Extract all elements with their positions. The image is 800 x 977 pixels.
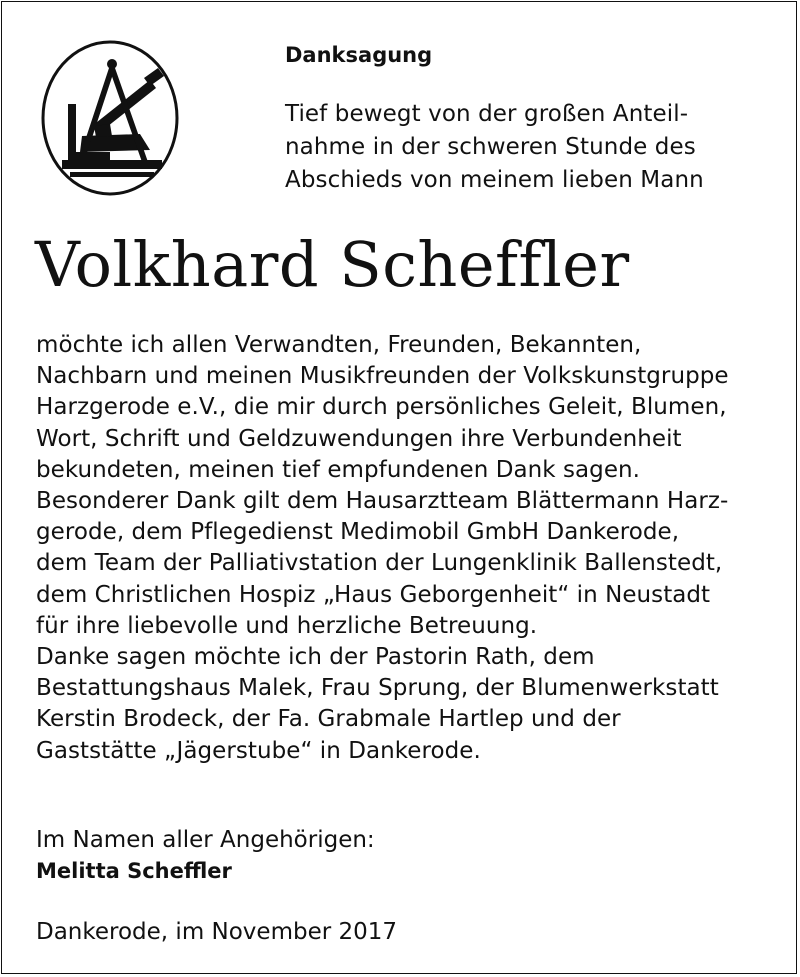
body-line: bekundeten, meinen tief empfundenen Dank sagen. — [36, 456, 641, 483]
body-line: Kerstin Brodeck, der Fa. Grabmale Hartlep und der — [36, 706, 621, 733]
body-line: Nachbarn und meinen Musikfreunden der Volkskunstgruppe — [36, 363, 729, 390]
body-line: Gaststätte „Jägerstube“ in Dankerode. — [36, 737, 481, 764]
body-line: Harzgerode e.V., die mir durch persönliches Geleit, Blumen, — [36, 394, 727, 421]
body-line: dem Team der Palliativstation der Lungenklinik Ballenstedt, — [36, 550, 723, 577]
signature-block — [36, 825, 375, 887]
header-line: Abschieds von meinem lieben Mann — [285, 167, 704, 193]
signature-intro: Im Namen aller Angehörigen: — [36, 827, 375, 853]
body-line: dem Christlichen Hospiz „Haus Geborgenheit“ in Neustadt — [36, 581, 711, 608]
body-line: Wort, Schrift und Geldzuwendungen ihre Verbundenheit — [36, 425, 682, 452]
header-line: Tief bewegt von der großen Anteil- — [285, 101, 689, 127]
deceased-name: Volkhard Scheffler — [35, 228, 630, 301]
header-title: Danksagung — [285, 43, 433, 67]
body-line: Danke sagen möchte ich der Pastorin Rath, dem — [36, 644, 595, 671]
header-block — [285, 40, 785, 197]
place-date: Dankerode, im November 2017 — [36, 919, 398, 945]
body-line: gerode, dem Pflegedienst Medimobil GmbH Dankerode, — [36, 519, 680, 546]
signature-name: Melitta Scheffler — [36, 859, 232, 883]
body-text — [36, 330, 796, 767]
body-line: Besonderer Dank gilt dem Hausarztteam Blättermann Harz- — [36, 488, 729, 515]
body-line: für ihre liebevolle und herzliche Betreuung. — [36, 612, 538, 639]
notice-frame — [1, 1, 797, 974]
header-line: nahme in der schweren Stunde des — [285, 134, 696, 160]
body-line: möchte ich allen Verwandten, Freunden, Bekannten, — [36, 332, 642, 358]
carpenter-emblem-icon — [40, 38, 180, 198]
body-line: Bestattungshaus Malek, Frau Sprung, der Blumenwerkstatt — [36, 675, 719, 702]
